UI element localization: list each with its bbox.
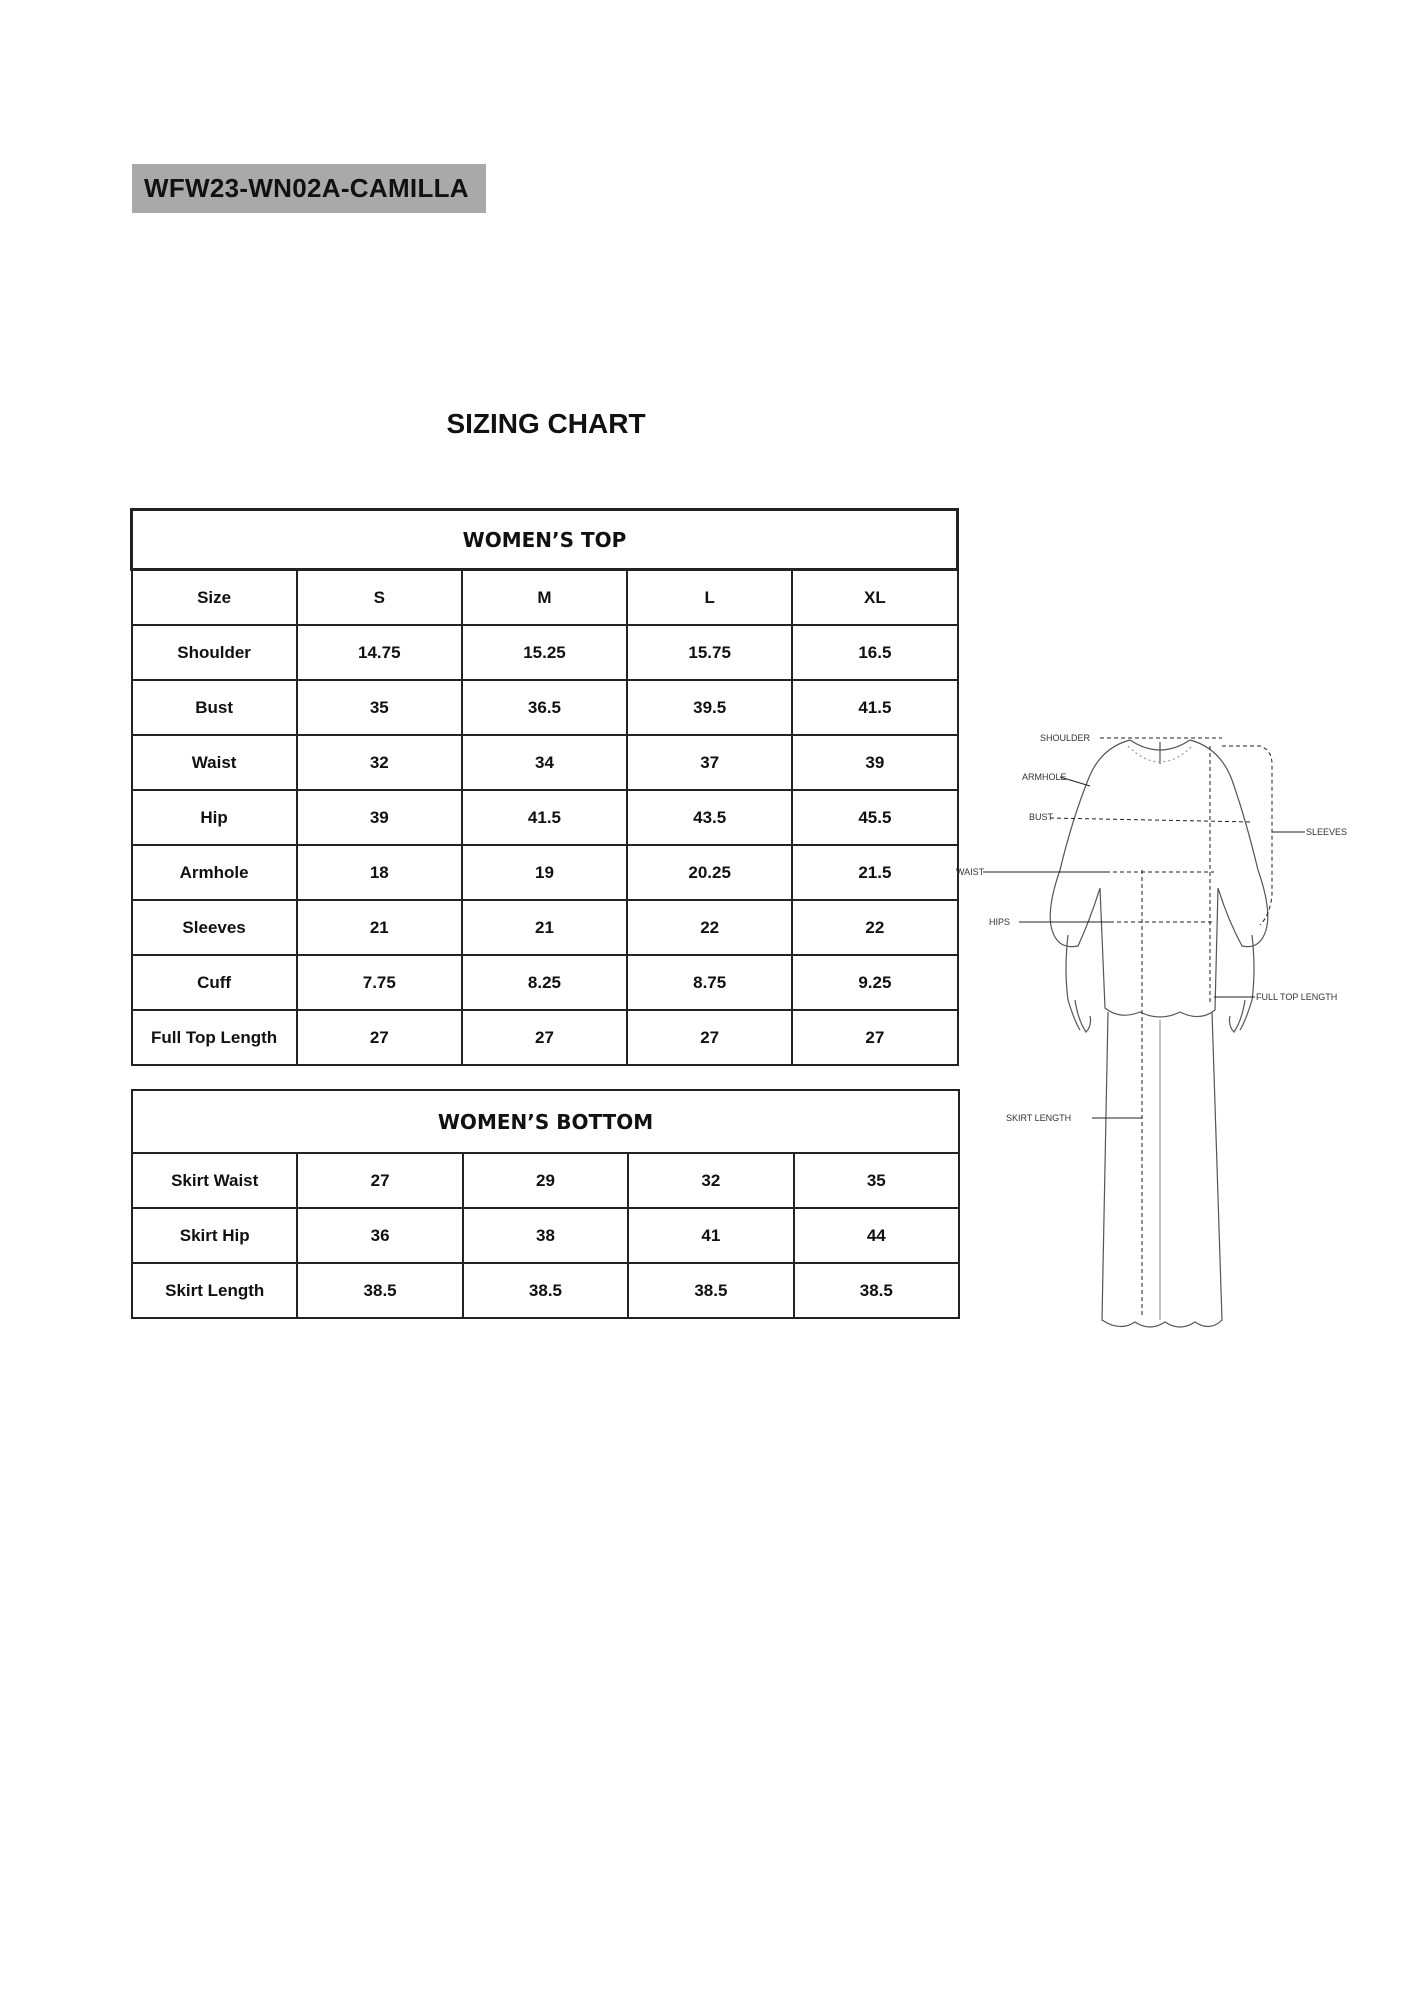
table-cell: 39 [792,735,957,790]
label-sleeves: SLEEVES [1306,827,1348,837]
table-cell: 8.25 [462,955,627,1010]
table-cell: 39 [297,790,462,845]
table-cell: 43.5 [627,790,792,845]
table-cell: 29 [463,1153,628,1208]
table-cell: 38.5 [297,1263,462,1318]
table-cell: 45.5 [792,790,957,845]
table-cell: 41.5 [462,790,627,845]
table-cell: 36 [297,1208,462,1263]
label-full-top-length: FULL TOP LENGTH [1256,992,1338,1002]
table-cell: 44 [794,1208,959,1263]
table-cell: 16.5 [792,625,957,680]
table-cell: 37 [627,735,792,790]
table-cell: 41.5 [792,680,957,735]
womens-top-table [130,508,959,1066]
table-header-row [132,570,958,626]
womens-bottom-title: WOMEN’S BOTTOM [132,1090,959,1153]
product-code: WFW23-WN02A-CAMILLA [144,173,469,203]
table-cell: 14.75 [297,625,462,680]
measurement-lines [983,738,1305,1318]
label-armhole: ARMHOLE [1022,772,1067,782]
row-label: Cuff [132,955,297,1010]
table-row [132,1208,959,1263]
measurement-labels [956,733,1347,1123]
table-cell: 32 [297,735,462,790]
table-cell: 36.5 [462,680,627,735]
garment-measurement-illustration [956,720,1400,1340]
label-bust: BUST [1029,812,1054,822]
table-cell: 27 [462,1010,627,1065]
row-label: Hip [132,790,297,845]
label-shoulder: SHOULDER [1040,733,1091,743]
womens-bottom-table [131,1089,960,1319]
table-cell: 7.75 [297,955,462,1010]
table-cell: 27 [297,1010,462,1065]
table-row [132,625,958,680]
table-cell: 27 [297,1153,462,1208]
row-label: Skirt Waist [132,1153,297,1208]
row-label: Sleeves [132,900,297,955]
column-header: Size [132,570,297,626]
label-hips: HIPS [989,917,1011,927]
table-cell: 32 [628,1153,793,1208]
table-cell: 19 [462,845,627,900]
row-label: Skirt Length [132,1263,297,1318]
row-label: Bust [132,680,297,735]
table-cell: 18 [297,845,462,900]
table-row [132,735,958,790]
table-cell: 22 [792,900,957,955]
table-cell: 35 [297,680,462,735]
table-cell: 34 [462,735,627,790]
table-cell: 27 [627,1010,792,1065]
garment-sketch [1050,740,1268,1327]
table-cell: 15.25 [462,625,627,680]
table-cell: 38.5 [794,1263,959,1318]
page-title: SIZING CHART [446,408,646,439]
table-cell: 39.5 [627,680,792,735]
label-waist: WAIST [956,867,985,877]
column-header: M [462,570,627,626]
table-cell: 38.5 [463,1263,628,1318]
column-header: S [297,570,462,626]
table-cell: 9.25 [792,955,957,1010]
product-code-badge [132,164,486,213]
table-row [132,900,958,955]
table-row [132,955,958,1010]
column-header: L [627,570,792,626]
table-row [132,680,958,735]
table-cell: 27 [792,1010,957,1065]
row-label: Shoulder [132,625,297,680]
table-row [132,1010,958,1065]
table-row [132,1263,959,1318]
row-label: Full Top Length [132,1010,297,1065]
table-cell: 8.75 [627,955,792,1010]
table-row [132,845,958,900]
row-label: Armhole [132,845,297,900]
table-cell: 21 [462,900,627,955]
table-cell: 41 [628,1208,793,1263]
table-cell: 38.5 [628,1263,793,1318]
row-label: Waist [132,735,297,790]
womens-top-title: WOMEN’S TOP [132,510,958,570]
table-row [132,1153,959,1208]
table-row [132,790,958,845]
column-header: XL [792,570,957,626]
table-cell: 38 [463,1208,628,1263]
table-cell: 20.25 [627,845,792,900]
table-cell: 15.75 [627,625,792,680]
table-cell: 21 [297,900,462,955]
row-label: Skirt Hip [132,1208,297,1263]
table-cell: 21.5 [792,845,957,900]
table-cell: 35 [794,1153,959,1208]
label-skirt-length: SKIRT LENGTH [1006,1113,1072,1123]
table-cell: 22 [627,900,792,955]
